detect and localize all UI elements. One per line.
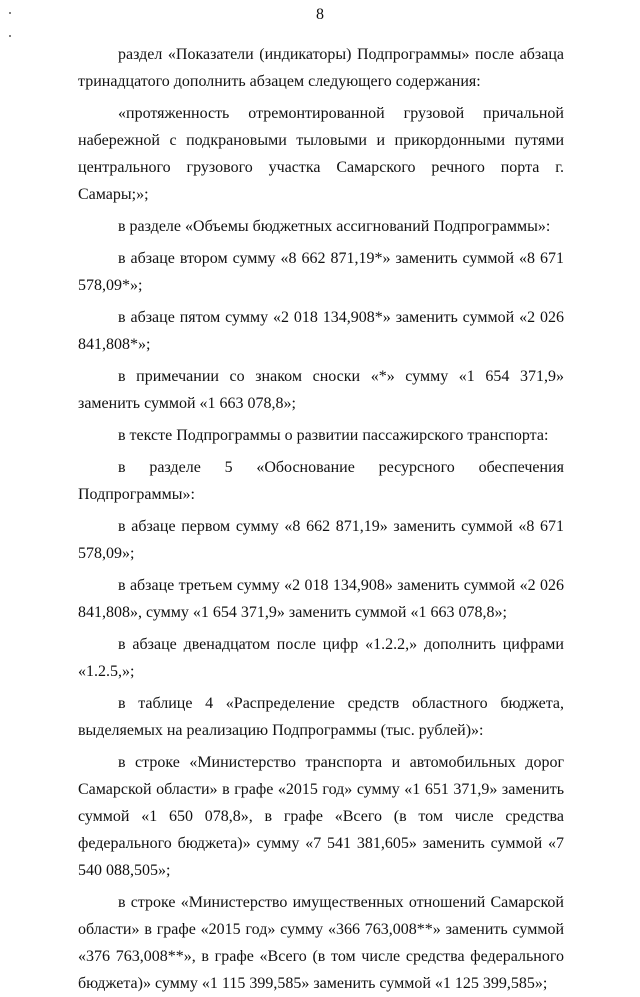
paragraph-12: в таблице 4 «Распределение средств областного бюджета, выделяемых на реализацию Подпрограммы (тыс. рублей)»: [78, 695, 564, 739]
paragraph-3: в разделе «Объемы бюджетных ассигнований Подпрограммы»: [118, 218, 551, 235]
paragraph-7: в тексте Подпрограммы о развитии пассажирского транспорта: [118, 427, 549, 444]
paragraph-6: в примечании со знаком сноски «*» сумму «1 654 371,9» заменить суммой «1 663 078,8»; [78, 368, 564, 412]
paragraph-9: в абзаце первом сумму «8 662 871,19» заменить суммой «8 671 578,09»; [78, 518, 564, 562]
document-body [78, 41, 564, 997]
paragraph-1: раздел «Показатели (индикаторы) Подпрограммы» после абзаца тринадцатого дополнить абзацем следующего содержания: [78, 46, 564, 90]
page-number: 8 [316, 6, 324, 23]
paragraph-11: в абзаце двенадцатом после цифр «1.2.2,» дополнить цифрами «1.2.5,»; [78, 636, 564, 680]
paragraph-14: в строке «Министерство имущественных отношений Самарской области» в графе «2015 год» сумму «366 763,008**» заменить суммой «376 763,008**», в графе «Всего (в том числе средства федерального бюджета)» сумму «1 115 399,585» заменить суммой «1 125 399,585»; [78, 894, 564, 992]
margin-mark-bottom [9, 35, 11, 37]
paragraph-4: в абзаце втором сумму «8 662 871,19*» заменить суммой «8 671 578,09*»; [78, 250, 564, 294]
paragraph-5: в абзаце пятом сумму «2 018 134,908*» заменить суммой «2 026 841,808*»; [78, 309, 564, 353]
paragraph-10: в абзаце третьем сумму «2 018 134,908» заменить суммой «2 026 841,808», сумму «1 654 371,9» заменить суммой «1 663 078,8»; [78, 577, 564, 621]
paragraph-2: «протяженность отремонтированной грузовой причальной набережной с подкрановыми тыловыми и прикордонными путями центрального грузового участка Самарского речного порта г. Самары;»; [78, 105, 564, 203]
paragraph-13: в строке «Министерство транспорта и автомобильных дорог Самарской области» в графе «2015 год» сумму «1 651 371,9» заменить суммой «1 650 078,8», в графе «Всего (в том числе средства федерального бюджета)» сумму «7 541 381,605» заменить суммой «7 540 088,505»; [78, 754, 564, 879]
paragraph-8: в разделе 5 «Обоснование ресурсного обеспечения Подпрограммы»: [78, 459, 564, 503]
